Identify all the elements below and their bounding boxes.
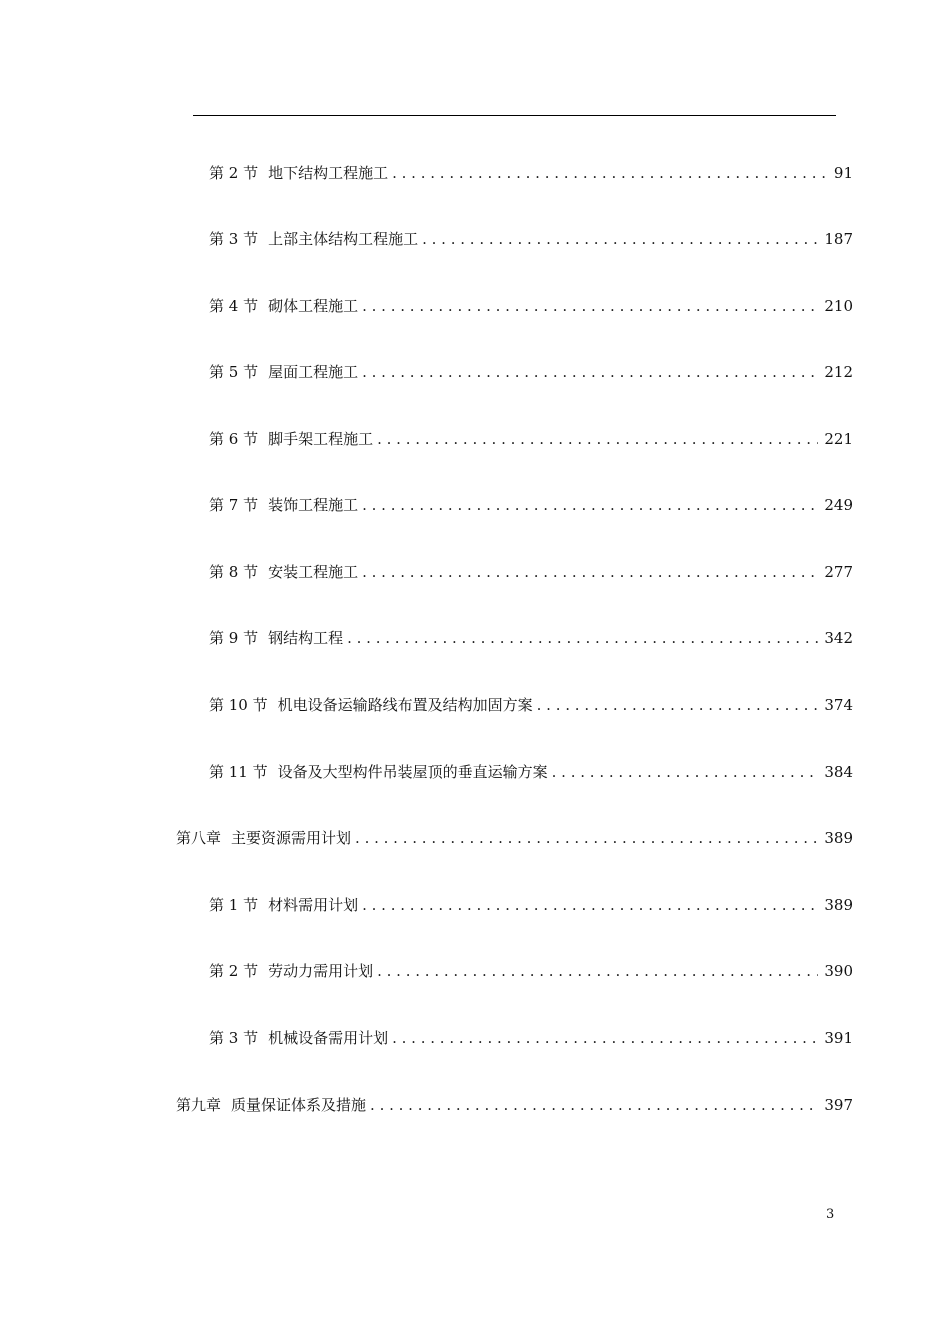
dot-leader (370, 1093, 818, 1117)
toc-entry-number: 第 2 节 (209, 962, 259, 980)
toc-entry-title: 上部主体结构工程施工 (268, 230, 419, 248)
toc-entry-title: 钢结构工程 (268, 629, 344, 647)
toc-entry-page: 210 (824, 297, 853, 315)
toc-entry-title: 机械设备需用计划 (268, 1029, 389, 1047)
toc-entry-page: 212 (824, 363, 853, 381)
dot-leader (537, 693, 819, 717)
dot-leader (362, 560, 818, 584)
toc-entry-title: 机电设备运输路线布置及结构加固方案 (277, 696, 533, 714)
toc-entry-page: 389 (824, 896, 853, 914)
toc-entry-number: 第 10 节 (209, 696, 268, 714)
dot-leader (552, 760, 819, 784)
dot-leader (392, 1026, 818, 1050)
toc-entry-number: 第九章 (176, 1096, 222, 1114)
toc-entry-title: 劳动力需用计划 (268, 962, 374, 980)
toc-entry-title: 主要资源需用计划 (231, 829, 352, 847)
toc-entry-page: 221 (824, 430, 853, 448)
dot-leader (355, 826, 818, 850)
toc-entry-page: 397 (824, 1096, 853, 1114)
toc-entry[interactable] (209, 1026, 853, 1050)
toc-entry-title: 质量保证体系及措施 (231, 1096, 367, 1114)
toc-entry[interactable] (209, 493, 853, 517)
dot-leader (377, 959, 818, 983)
toc-entry-page: 91 (833, 164, 853, 182)
toc-entry-title: 材料需用计划 (268, 896, 359, 914)
toc-entry-number: 第 9 节 (209, 629, 259, 647)
toc-entry-number: 第 4 节 (209, 297, 259, 315)
toc-entry-number: 第 8 节 (209, 563, 259, 581)
toc-entry-page: 249 (824, 496, 853, 514)
toc-entry[interactable] (209, 161, 853, 185)
toc-entry-page: 277 (824, 563, 853, 581)
toc-entry-number: 第 6 节 (209, 430, 259, 448)
toc-entry[interactable] (209, 360, 853, 384)
dot-leader (377, 427, 818, 451)
toc-entry[interactable] (209, 760, 853, 784)
toc-entry[interactable] (209, 294, 853, 318)
toc-entry[interactable] (209, 693, 853, 717)
toc-entry-title: 安装工程施工 (268, 563, 359, 581)
dot-leader (362, 360, 818, 384)
toc-entry-number: 第 5 节 (209, 363, 259, 381)
dot-leader (362, 893, 818, 917)
toc-entry-page: 391 (824, 1029, 853, 1047)
toc-entry-number: 第八章 (176, 829, 222, 847)
toc-entry-page: 374 (824, 696, 853, 714)
toc-entry-title: 地下结构工程施工 (268, 164, 389, 182)
dot-leader (422, 227, 818, 251)
toc-entry-number: 第 7 节 (209, 496, 259, 514)
toc-entry-page: 187 (824, 230, 853, 248)
toc-entry-number: 第 3 节 (209, 230, 259, 248)
page-number: 3 (826, 1207, 835, 1222)
toc-entry[interactable] (209, 560, 853, 584)
toc-entry[interactable] (209, 626, 853, 650)
toc-entry-number: 第 1 节 (209, 896, 259, 914)
toc-entry-page: 389 (824, 829, 853, 847)
toc-entry[interactable] (209, 227, 853, 251)
dot-leader (362, 493, 818, 517)
dot-leader (362, 294, 818, 318)
toc-entry-number: 第 2 节 (209, 164, 259, 182)
toc-entry-title: 装饰工程施工 (268, 496, 359, 514)
toc-entry-page: 384 (824, 763, 853, 781)
toc-entry-title: 砌体工程施工 (268, 297, 359, 315)
toc-entry-page: 390 (824, 962, 853, 980)
dot-leader (392, 161, 828, 185)
toc-entry-title: 设备及大型构件吊装屋顶的垂直运输方案 (277, 763, 548, 781)
toc-entry[interactable] (176, 826, 853, 850)
toc-entry-title: 屋面工程施工 (268, 363, 359, 381)
toc-entry-title: 脚手架工程施工 (268, 430, 374, 448)
toc-entry[interactable] (209, 959, 853, 983)
toc-entry[interactable] (209, 893, 853, 917)
toc-entry-number: 第 3 节 (209, 1029, 259, 1047)
toc-entry[interactable] (209, 427, 853, 451)
toc-entry[interactable] (176, 1093, 853, 1117)
dot-leader (347, 626, 818, 650)
toc-entry-page: 342 (824, 629, 853, 647)
toc-entry-number: 第 11 节 (209, 763, 268, 781)
